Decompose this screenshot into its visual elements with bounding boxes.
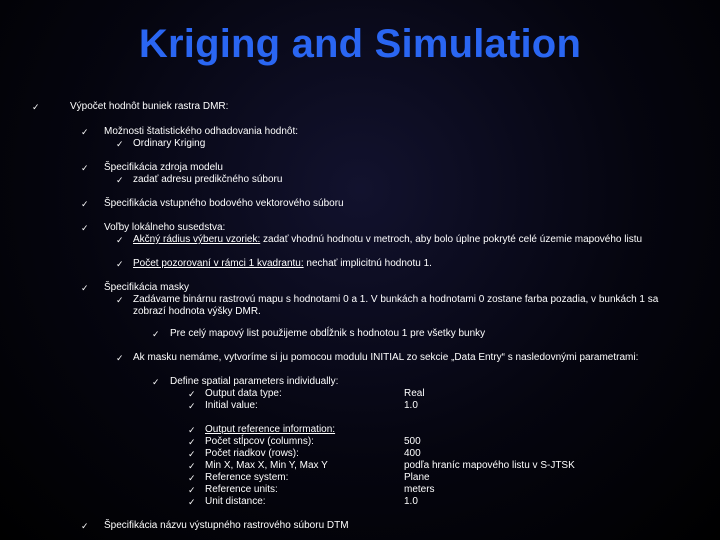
bullet-item: Špecifikácia masky bbox=[104, 282, 190, 293]
check-icon: ✓ bbox=[188, 485, 196, 495]
param-label: Počet stĺpcov (columns): bbox=[205, 436, 314, 447]
check-icon: ✓ bbox=[188, 437, 196, 447]
bullet-item: Špecifikácia vstupného bodového vektorového súboru bbox=[104, 198, 344, 209]
bullet-item: Pre celý mapový list použijeme obdĺžnik s hodnotou 1 pre všetky bunky bbox=[170, 328, 486, 339]
check-icon: ✓ bbox=[152, 329, 160, 339]
check-icon: ✓ bbox=[81, 163, 89, 173]
bullet-item bbox=[133, 234, 642, 246]
check-icon: ✓ bbox=[188, 425, 196, 435]
slide-title: Kriging and Simulation bbox=[138, 22, 582, 66]
param-value: podľa hraníc mapového listu v S-JTSK bbox=[404, 460, 575, 471]
param-label: Output data type: bbox=[205, 388, 282, 399]
check-icon: ✓ bbox=[188, 461, 196, 471]
check-icon: ✓ bbox=[116, 295, 124, 305]
check-icon: ✓ bbox=[188, 497, 196, 507]
bullet-item: Špecifikácia zdroja modelu bbox=[104, 162, 223, 173]
bullet-item bbox=[133, 258, 432, 270]
param-value: Real bbox=[404, 388, 425, 399]
bullet-item: Zadávame binárnu rastrovú mapu s hodnotami 0 a 1. V bunkách a hodnotami 0 zostane farba pozadia, v bunkách 1 sa zobrazí hodnota výšky DMR. bbox=[133, 294, 659, 317]
check-icon: ✓ bbox=[32, 102, 40, 112]
param-value: 400 bbox=[404, 448, 421, 459]
check-icon: ✓ bbox=[116, 235, 124, 245]
param-label: Initial value: bbox=[205, 400, 258, 411]
check-icon: ✓ bbox=[81, 521, 89, 531]
bullet-item: zadať adresu predikčného súboru bbox=[133, 174, 283, 185]
check-icon: ✓ bbox=[116, 139, 124, 149]
bullet-item: Ak masku nemáme, vytvoríme si ju pomocou modulu INITIAL zo sekcie „Data Entry“ s nasledovnými parametrami: bbox=[133, 352, 639, 363]
underlined-term: Akčný rádius výberu vzoriek: bbox=[133, 234, 261, 245]
item-text: zadať vhodnú hodnotu v metroch, aby bolo úplne pokryté celé územie mapového listu bbox=[260, 234, 643, 245]
check-icon: ✓ bbox=[188, 389, 196, 399]
check-icon: ✓ bbox=[188, 449, 196, 459]
check-icon: ✓ bbox=[116, 259, 124, 269]
check-icon: ✓ bbox=[188, 401, 196, 411]
check-icon: ✓ bbox=[81, 223, 89, 233]
underlined-term: Počet pozorovaní v rámci 1 kvadrantu: bbox=[133, 258, 304, 269]
param-value: 500 bbox=[404, 436, 421, 447]
param-value: Plane bbox=[404, 472, 430, 483]
bullet-item: Voľby lokálneho susedstva: bbox=[104, 222, 226, 233]
check-icon: ✓ bbox=[188, 473, 196, 483]
check-icon: ✓ bbox=[81, 283, 89, 293]
check-icon: ✓ bbox=[152, 377, 160, 387]
check-icon: ✓ bbox=[81, 127, 89, 137]
param-label: Min X, Max X, Min Y, Max Y bbox=[205, 460, 328, 471]
param-label: Unit distance: bbox=[205, 496, 266, 507]
check-icon: ✓ bbox=[116, 353, 124, 363]
check-icon: ✓ bbox=[116, 175, 124, 185]
item-text: nechať implicitnú hodnotu 1. bbox=[303, 258, 432, 269]
bullet-item: Ordinary Kriging bbox=[133, 138, 206, 149]
param-label: Reference system: bbox=[205, 472, 289, 483]
param-value: 1.0 bbox=[404, 496, 418, 507]
param-value: 1.0 bbox=[404, 400, 418, 411]
bullet-item: Define spatial parameters individually: bbox=[170, 376, 339, 387]
bullet-item: Výpočet hodnôt buniek rastra DMR: bbox=[70, 101, 229, 112]
bullet-item: Špecifikácia názvu výstupného rastrového súboru DTM bbox=[104, 520, 349, 531]
param-label: Počet riadkov (rows): bbox=[205, 448, 299, 459]
param-value: meters bbox=[404, 484, 435, 495]
param-label: Reference units: bbox=[205, 484, 278, 495]
param-heading: Output reference information: bbox=[205, 424, 336, 435]
check-icon: ✓ bbox=[81, 199, 89, 209]
bullet-item: Možnosti štatistického odhadovania hodnôt: bbox=[104, 126, 299, 137]
